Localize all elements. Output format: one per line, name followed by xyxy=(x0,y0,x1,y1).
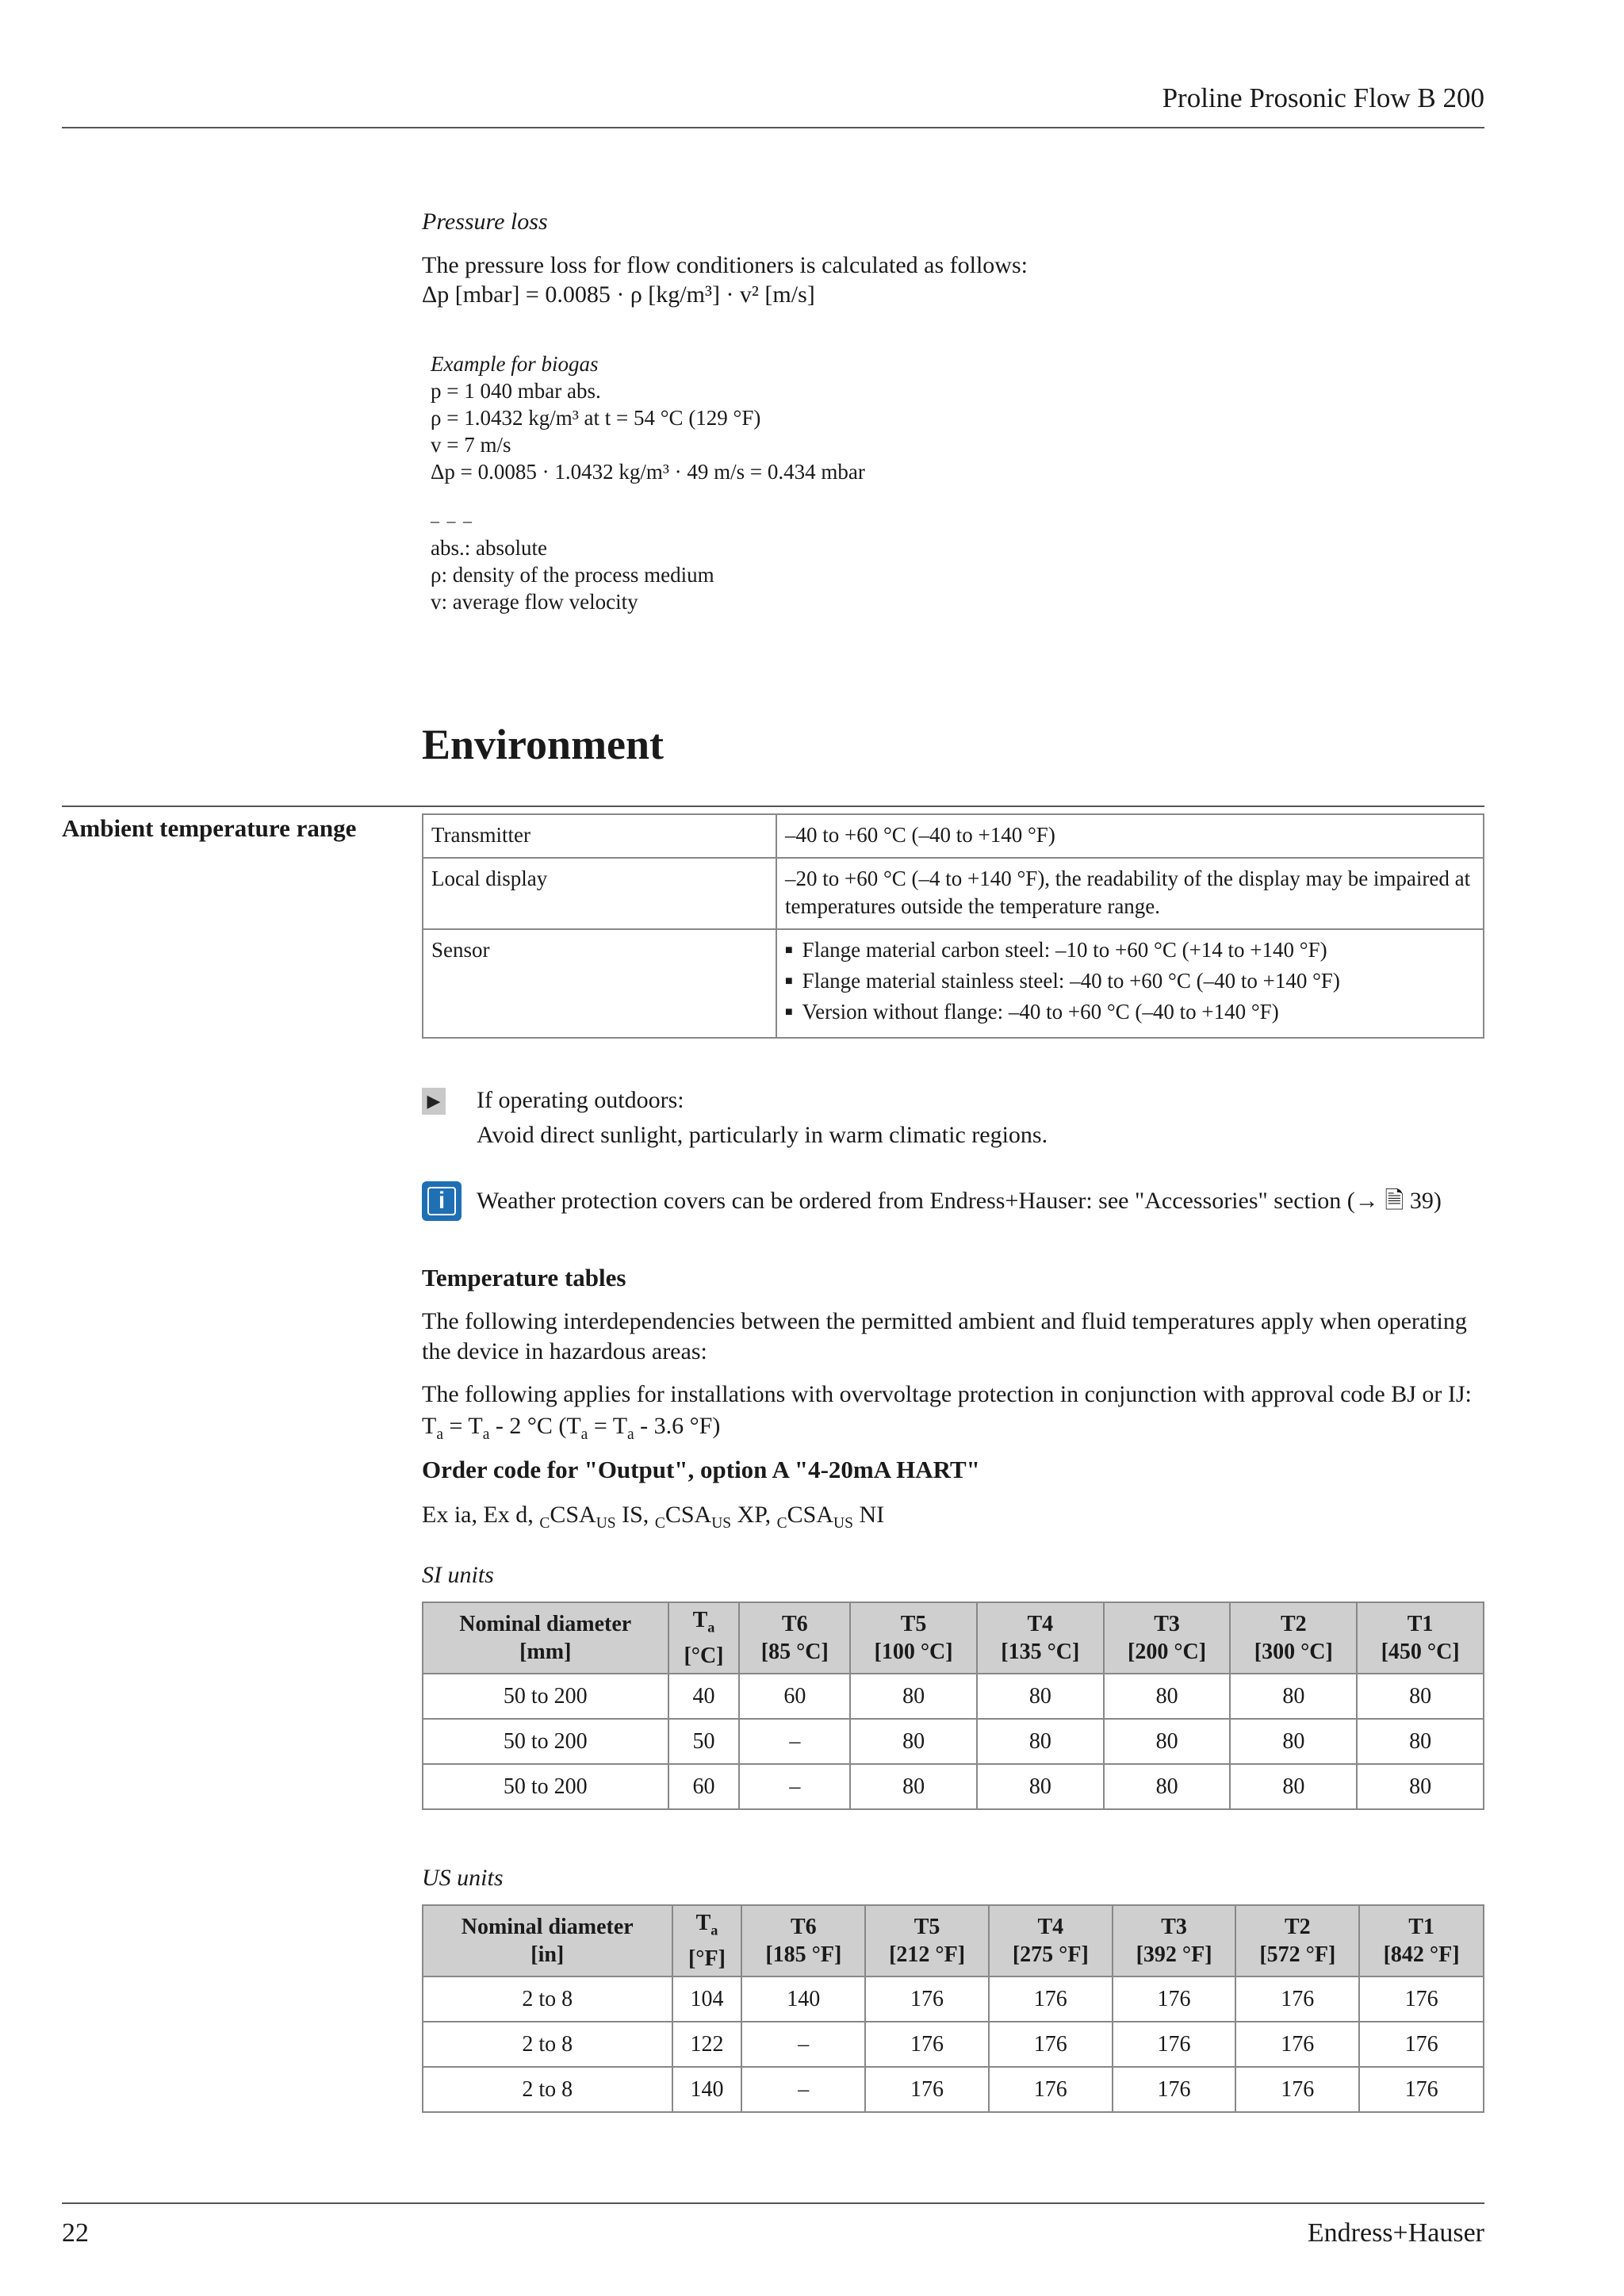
text-span: [275 °F] xyxy=(1012,1942,1089,1967)
text-span: [842 °F] xyxy=(1383,1942,1460,1967)
table-cell: 176 xyxy=(1235,1976,1359,2022)
table-cell: – xyxy=(739,1764,850,1809)
table-cell: 80 xyxy=(1104,1764,1231,1809)
text-span: = T xyxy=(588,1413,628,1439)
subscript-text: US xyxy=(596,1515,616,1532)
row-label: Transmitter xyxy=(423,814,776,858)
legend-item: abs.: absolute xyxy=(431,536,547,560)
subscript-text: US xyxy=(711,1515,732,1532)
table-cell: 80 xyxy=(977,1719,1104,1764)
text-span: T1 xyxy=(1408,1915,1434,1939)
text-span: T5 xyxy=(914,1915,940,1939)
table-cell: 176 xyxy=(1359,2022,1484,2067)
row-label: Local display xyxy=(423,858,776,929)
text-span: CSA xyxy=(550,1502,596,1528)
list-item: ■ Version without flange: –40 to +60 °C (–40 to +140 °F) xyxy=(785,998,1475,1029)
table-cell: 80 xyxy=(1230,1764,1357,1809)
subscript-text: C xyxy=(654,1515,665,1532)
subscript-text: C xyxy=(539,1515,550,1532)
column-header xyxy=(739,1602,850,1674)
table-row xyxy=(423,1674,1484,1719)
text-span: [392 °F] xyxy=(1136,1942,1212,1967)
column-header: $T_a$ [°F] xyxy=(672,1905,742,1976)
table-cell: 60 xyxy=(668,1764,740,1809)
table-cell: 80 xyxy=(1104,1674,1231,1719)
table-cell: 80 xyxy=(1357,1674,1484,1719)
example-title: Example for biogas xyxy=(431,352,599,376)
biogas-example xyxy=(431,350,865,485)
table-cell: 104 xyxy=(672,1976,742,2022)
info-icon: i xyxy=(422,1181,462,1221)
table-cell: 176 xyxy=(989,2067,1113,2112)
footer-brand: Endress+Hauser xyxy=(1307,2218,1484,2248)
column-header xyxy=(850,1602,977,1674)
table-cell: 80 xyxy=(1104,1719,1231,1764)
subscript-text: US xyxy=(833,1515,853,1532)
temperature-tables-para2: The following applies for installations with overvoltage protection in conjunction with approval code BJ or IJ: xyxy=(422,1381,1472,1407)
table-cell: 80 xyxy=(850,1764,977,1809)
table-cell: 140 xyxy=(672,2067,742,2112)
order-code-heading: Order code for "Output", option A "4-20mA HART" xyxy=(422,1456,980,1483)
table-row xyxy=(423,2022,1484,2067)
footer-rule xyxy=(62,2202,1484,2204)
subscript-text: a xyxy=(710,1922,718,1938)
si-units-caption: SI units xyxy=(422,1562,494,1588)
column-header xyxy=(1230,1602,1357,1674)
text-span: - 2 °C (T xyxy=(489,1413,581,1439)
table-cell: 50 xyxy=(668,1719,740,1764)
table-cell: 80 xyxy=(1357,1764,1484,1809)
text-span: [85 °C] xyxy=(760,1640,829,1664)
table-cell: 176 xyxy=(1113,1976,1236,2022)
us-temperature-table xyxy=(422,1904,1484,2113)
table-cell: 80 xyxy=(1230,1674,1357,1719)
section-rule xyxy=(62,806,1484,807)
table-cell: – xyxy=(741,2067,865,2112)
text-span: [°C] xyxy=(684,1643,724,1668)
subscript-text: C xyxy=(776,1515,787,1532)
row-value xyxy=(776,929,1484,1038)
subscript-text: a xyxy=(436,1426,443,1443)
table-cell: 80 xyxy=(977,1764,1104,1809)
table-cell: 176 xyxy=(1359,1976,1484,2022)
table-cell: 176 xyxy=(865,2022,989,2067)
text-span: [185 °F] xyxy=(765,1942,842,1967)
table-cell: 80 xyxy=(1357,1719,1484,1764)
text-span: [200 °C] xyxy=(1128,1640,1207,1664)
table-cell: 2 to 8 xyxy=(423,2022,672,2067)
example-line: p = 1 040 mbar abs. xyxy=(431,379,601,403)
row-value: –20 to +60 °C (–4 to +140 °F), the readability of the display may be impaired at temperatures outside the temperature range. xyxy=(776,858,1484,929)
table-cell: 80 xyxy=(977,1674,1104,1719)
text-span: Nominal diameter xyxy=(459,1612,632,1636)
row-label: Sensor xyxy=(423,929,776,1038)
example-line: Δp = 0.0085 · 1.0432 kg/m³ · 49 m/s = 0.434 mbar xyxy=(431,460,865,484)
column-header xyxy=(989,1905,1113,1976)
pressure-loss-formula: Δp [mbar] = 0.0085 · ρ [kg/m³] · v² [m/s] xyxy=(422,281,815,308)
legend xyxy=(431,507,714,615)
text-span: T4 xyxy=(1027,1612,1054,1636)
table-row xyxy=(423,858,1484,929)
section-title: Environment xyxy=(422,721,665,768)
temperature-tables-heading: Temperature tables xyxy=(422,1264,626,1292)
table-row xyxy=(423,929,1484,1038)
column-header xyxy=(1104,1602,1231,1674)
column-header xyxy=(1113,1905,1236,1976)
table-cell: 50 to 200 xyxy=(423,1719,668,1764)
column-header xyxy=(1235,1905,1359,1976)
example-line: v = 7 m/s xyxy=(431,433,511,457)
table-cell: 2 to 8 xyxy=(423,1976,672,2022)
column-header xyxy=(741,1905,865,1976)
column-header xyxy=(1359,1905,1484,1976)
text-span: [100 °C] xyxy=(874,1640,953,1664)
text-span: T3 xyxy=(1161,1915,1187,1939)
table-row xyxy=(423,1976,1484,2022)
list-item: ■ Flange material carbon steel: –10 to +60 °C (+14 to +140 °F) xyxy=(785,936,1475,967)
ta-formula xyxy=(422,1413,720,1444)
si-temperature-table xyxy=(422,1601,1484,1810)
text-span: T4 xyxy=(1037,1915,1064,1939)
table-row xyxy=(423,2067,1484,2112)
table-row xyxy=(423,814,1484,858)
subscript-text: a xyxy=(580,1426,588,1443)
instruction-text: Avoid direct sunlight, particularly in warm climatic regions. xyxy=(477,1122,1048,1148)
text-span: NI xyxy=(852,1502,885,1528)
ambient-temperature-table xyxy=(422,813,1484,1039)
column-header xyxy=(423,1602,668,1674)
table-cell: 176 xyxy=(1113,2067,1236,2112)
legend-marker: – – – xyxy=(431,511,473,530)
text-span: T6 xyxy=(790,1915,817,1939)
text-span: - 3.6 °F) xyxy=(634,1413,721,1439)
column-header xyxy=(1357,1602,1484,1674)
text-span: [300 °C] xyxy=(1254,1640,1333,1664)
table-cell: 2 to 8 xyxy=(423,2067,672,2112)
table-cell: 176 xyxy=(989,1976,1113,2022)
table-cell: 50 to 200 xyxy=(423,1674,668,1719)
table-cell: 50 to 200 xyxy=(423,1764,668,1809)
text-span: = T xyxy=(442,1413,483,1439)
table-cell: 60 xyxy=(739,1674,850,1719)
info-note: Weather protection covers can be ordered from Endress+Hauser: see "Accessories" section (→ 🗎 39) xyxy=(477,1188,1442,1214)
right-triangle-icon: ▶ xyxy=(422,1088,446,1115)
row-value: –40 to +60 °C (–40 to +140 °F) xyxy=(776,814,1484,858)
page-number: 22 xyxy=(62,2218,89,2248)
table-cell: 176 xyxy=(865,1976,989,2022)
text-span: T5 xyxy=(900,1612,927,1636)
text-span: [in] xyxy=(530,1942,565,1967)
text-span: CSA xyxy=(787,1502,834,1528)
text-span: [mm] xyxy=(519,1640,572,1664)
text-span: IS, xyxy=(615,1502,655,1528)
table-row xyxy=(423,1764,1484,1809)
pressure-loss-heading: Pressure loss xyxy=(422,209,548,235)
text-span: [135 °C] xyxy=(1001,1640,1080,1664)
table-cell: 140 xyxy=(741,1976,865,2022)
temperature-tables-para1: The following interdependencies between the permitted ambient and fluid temperatures apply when operating the device in hazardous areas: xyxy=(422,1308,1467,1364)
ambient-temperature-label: Ambient temperature range xyxy=(62,814,357,842)
text-span: T1 xyxy=(1407,1612,1434,1636)
approvals xyxy=(422,1502,884,1533)
table-cell: 80 xyxy=(1230,1719,1357,1764)
example-line: ρ = 1.0432 kg/m³ at t = 54 °C (129 °F) xyxy=(431,406,761,430)
table-header-row xyxy=(423,1602,1484,1674)
column-header xyxy=(865,1905,989,1976)
table-cell: 80 xyxy=(850,1674,977,1719)
table-row xyxy=(423,1719,1484,1764)
table-header-row xyxy=(423,1905,1484,1976)
table-cell: 80 xyxy=(850,1719,977,1764)
text-span: T6 xyxy=(781,1612,808,1636)
subscript-text: a xyxy=(627,1426,634,1443)
table-cell: 176 xyxy=(1235,2067,1359,2112)
table-cell: – xyxy=(739,1719,850,1764)
text-span: [572 °F] xyxy=(1259,1942,1336,1967)
table-cell: 122 xyxy=(672,2022,742,2067)
header-title: Proline Prosonic Flow B 200 xyxy=(1162,82,1484,113)
list-item: ■ Flange material stainless steel: –40 to +60 °C (–40 to +140 °F) xyxy=(785,967,1475,998)
text-span: [°F] xyxy=(688,1946,726,1971)
header-rule xyxy=(62,127,1484,128)
legend-item: ρ: density of the process medium xyxy=(431,563,714,587)
table-cell: 176 xyxy=(989,2022,1113,2067)
text-span: T2 xyxy=(1284,1915,1311,1939)
pressure-loss-intro: The pressure loss for flow conditioners is calculated as follows: xyxy=(422,252,1028,278)
text-span: Ex ia, Ex d, xyxy=(422,1502,540,1528)
table-cell: – xyxy=(741,2022,865,2067)
table-cell: 176 xyxy=(1235,2022,1359,2067)
table-cell: 40 xyxy=(668,1674,740,1719)
subscript-text: a xyxy=(482,1426,490,1443)
table-cell: 176 xyxy=(1113,2022,1236,2067)
text-span: CSA xyxy=(665,1502,712,1528)
text-span: T2 xyxy=(1280,1612,1307,1636)
text-span: [450 °C] xyxy=(1381,1640,1460,1664)
text-span: XP, xyxy=(731,1502,777,1528)
column-header xyxy=(977,1602,1104,1674)
column-header xyxy=(423,1905,672,1976)
table-cell: 176 xyxy=(1359,2067,1484,2112)
subscript-text: a xyxy=(707,1619,715,1636)
instruction-title: If operating outdoors: xyxy=(477,1087,684,1113)
column-header: $T_a$ [°C] xyxy=(668,1602,740,1674)
text-span: T xyxy=(422,1413,437,1439)
text-span: [212 °F] xyxy=(889,1942,966,1967)
legend-item: v: average flow velocity xyxy=(431,590,638,614)
text-span: T3 xyxy=(1154,1612,1180,1636)
table-cell: 176 xyxy=(865,2067,989,2112)
us-units-caption: US units xyxy=(422,1865,504,1891)
text-span: Nominal diameter xyxy=(461,1915,634,1939)
